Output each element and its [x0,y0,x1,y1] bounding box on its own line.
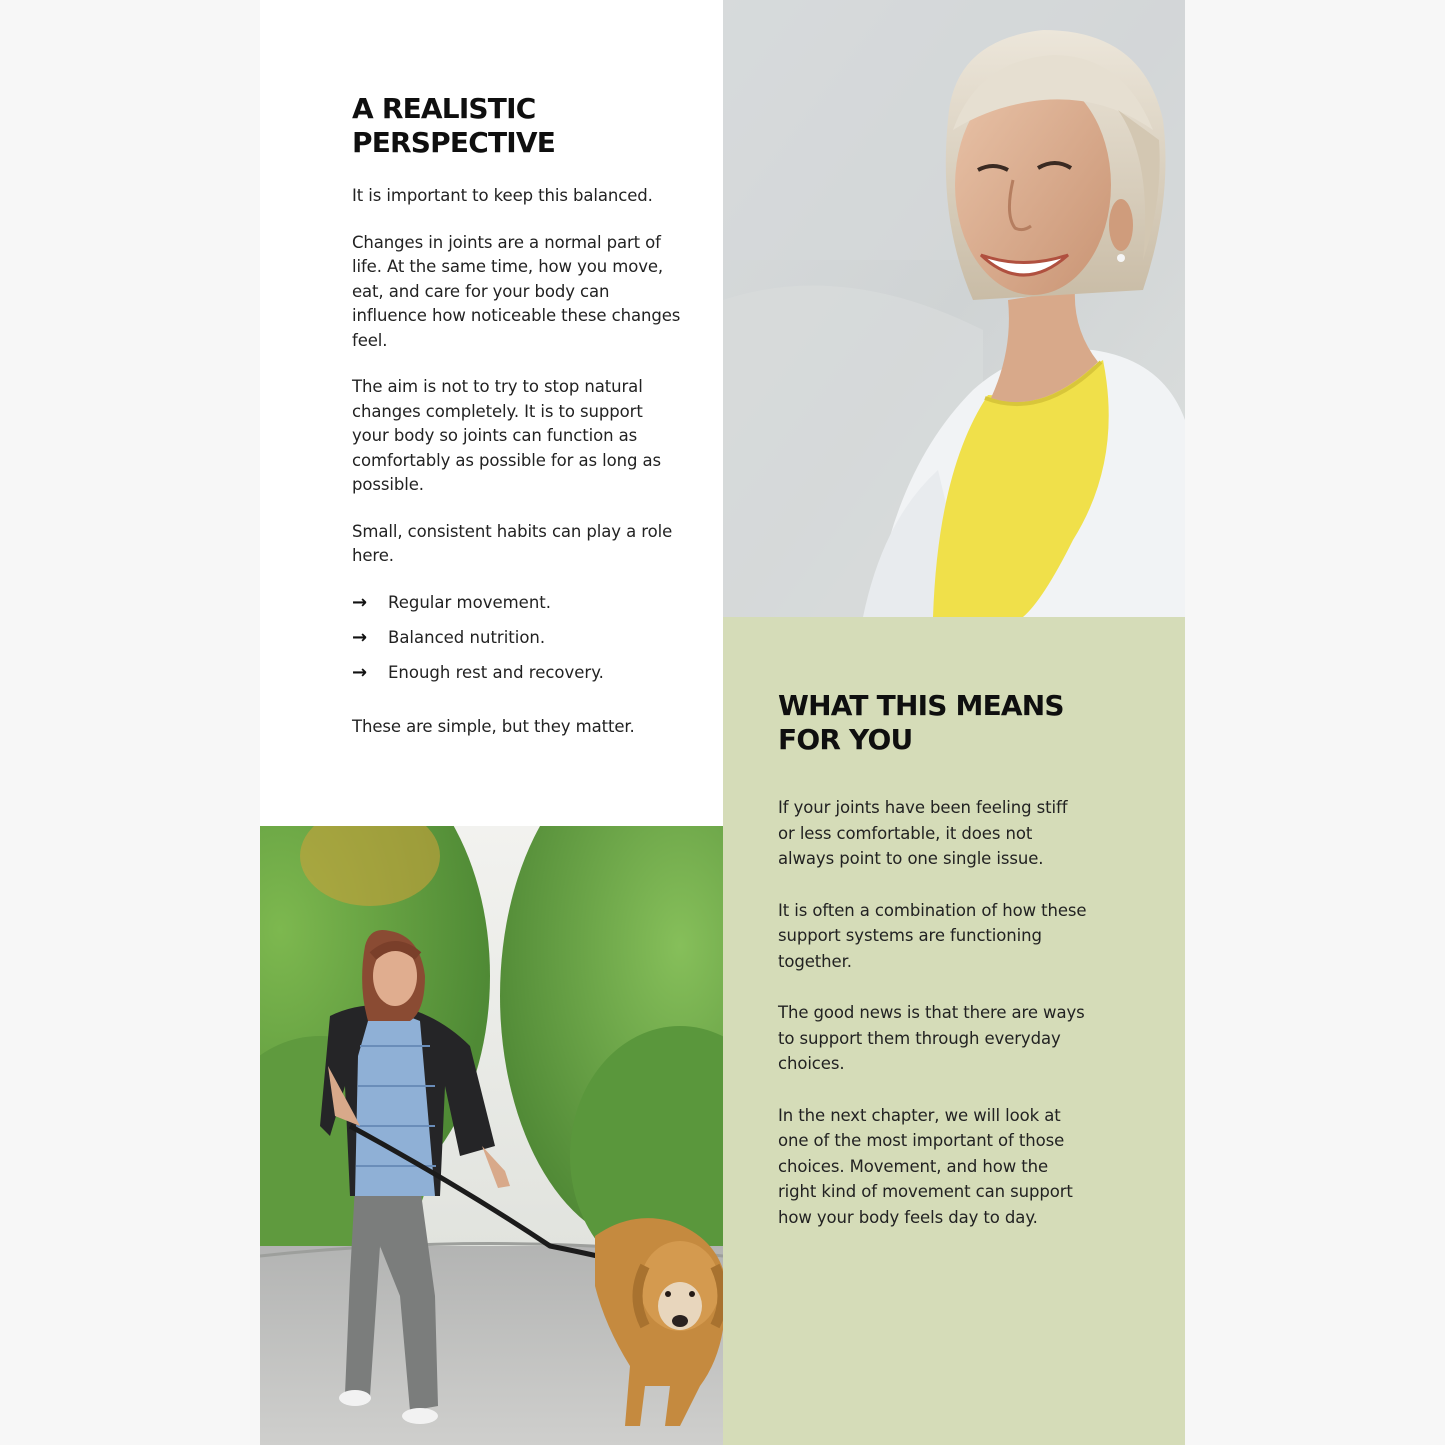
realistic-perspective-section [260,0,723,826]
what-this-means-content [778,689,1088,1256]
arrow-right-icon: → [352,591,368,613]
woman-walking-dog-illustration [260,826,723,1445]
habit-list [352,591,682,685]
section-heading: WHAT THIS MEANS FOR YOU [778,689,1064,756]
list-item-label: Enough rest and recovery. [388,662,604,682]
woman-walking-dog-photo [260,826,723,1445]
document-page [260,0,1185,1445]
paragraph: In the next chapter, we will look at one of the most important of those choices. Movement, and how the right kind of movement can support how your body feels day to day. [778,1105,1073,1227]
list-item [352,626,682,650]
list-item-label: Regular movement. [388,592,552,612]
paragraph: The aim is not to try to stop natural changes completely. It is to support your body so joints can function as comfortably as possible for as long as possible. [352,377,661,494]
what-this-means-section [723,617,1185,1445]
arrow-right-icon: → [352,626,368,648]
smiling-woman-photo [723,0,1185,617]
list-item [352,591,682,615]
paragraph: If your joints have been feeling stiff or less comfortable, it does not always point to one single issue. [778,798,1068,868]
paragraph: Changes in joints are a normal part of life. At the same time, how you move, eat, and care for your body can influence how noticeable these changes feel. [352,232,681,350]
paragraph: It is often a combination of how these support systems are functioning together. [778,900,1087,971]
realistic-perspective-content [352,92,682,761]
smiling-woman-illustration [723,0,1185,617]
section-heading: A REALISTIC PERSPECTIVE [352,92,556,159]
list-item [352,661,682,685]
paragraph: It is important to keep this balanced. [352,186,653,205]
closing-paragraph: These are simple, but they matter. [352,716,635,736]
paragraph: Small, consistent habits can play a role here. [352,521,673,565]
paragraph: The good news is that there are ways to support them through everyday choices. [778,1003,1085,1073]
list-item-label: Balanced nutrition. [388,627,546,647]
arrow-right-icon: → [352,661,368,683]
